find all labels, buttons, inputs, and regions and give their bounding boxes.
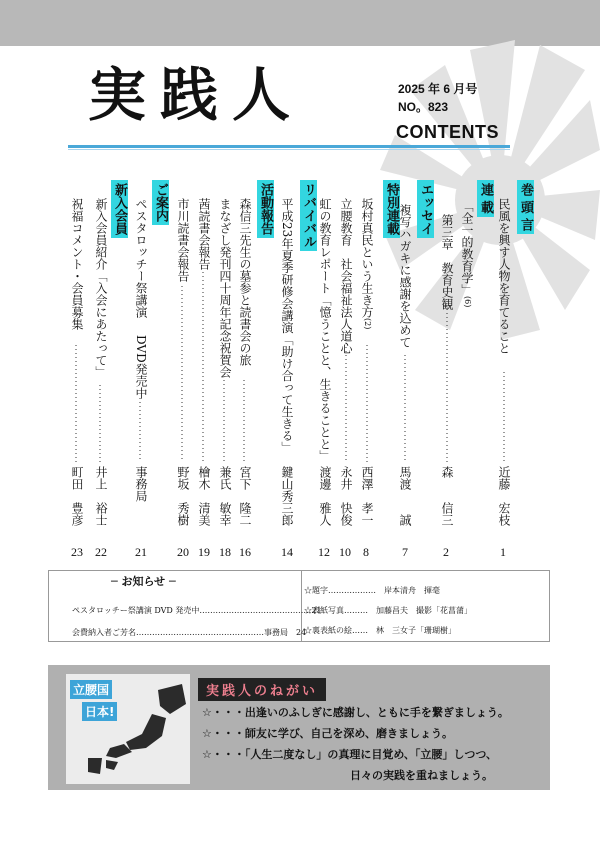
toc-page-number: 8: [363, 545, 369, 559]
credit-item: ☆表紙写真……… 加藤昌夫 撮影「花菖蒲」: [304, 606, 472, 615]
section-essay: エッセイ: [417, 180, 434, 238]
toc-entry-author: 野坂 秀樹: [176, 466, 190, 526]
toc-page-number: 20: [177, 545, 189, 559]
mission-title: 実践人のねがい: [198, 678, 326, 701]
toc-page-number: 7: [402, 545, 408, 559]
toc-entry-author: 渡邊 雅人: [318, 466, 332, 526]
toc-entry-title: まなざし発刊四十周年記念祝賀会: [218, 198, 232, 378]
toc-entry-author: 檜木 清美: [197, 466, 211, 526]
credit-item: ☆裏表紙の絵…… 林 三女子「珊瑚樹」: [304, 626, 456, 635]
issue-date: 2025 年 6 月号: [398, 82, 478, 96]
section-revival: リバイバル: [300, 180, 317, 251]
toc-entry-title: 祝福コメント・会員募集: [70, 198, 84, 330]
issue-number: NO。823: [398, 100, 449, 114]
toc-entry-author: 西澤 孝一: [360, 466, 374, 526]
toc-entry-title: 坂村真民という生き方(2): [360, 198, 374, 330]
toc-page-number: 23: [71, 545, 83, 559]
section-rensai: 連 載: [477, 180, 494, 217]
mission-line: 日々の実践を重ねましょう。: [350, 769, 493, 782]
notice-item: ペスタロッチー祭講演 DVD 発売中……………………………………21: [72, 606, 322, 615]
credit-item: ☆題字……………… 岸本清舟 揮毫: [304, 586, 440, 595]
mission-line: ☆・・・出逢いのふしぎに感謝し、ともに手を繋ぎましょう。: [202, 706, 509, 719]
section-tokubetsu: 特別連載: [383, 180, 400, 238]
toc-entry-author: 永井 快俊: [339, 466, 353, 526]
toc-page-number: 18: [219, 545, 231, 559]
toc-entry-title: 立腰教育 社会福祉法人道心: [339, 198, 353, 354]
toc-entry-author: 近藤 宏枝: [497, 466, 511, 526]
toc-entry-title: 新入会員紹介「入会にあたって」: [94, 198, 108, 378]
section-shinnyu: 新入会員: [111, 180, 128, 238]
toc-entry-author: 宮下 隆二: [238, 466, 252, 526]
toc-entry-title: 市川読書会報告: [176, 198, 190, 282]
toc-page-number: 16: [239, 545, 251, 559]
mission-line: ☆・・・師友に学び、自己を深め、磨きましょう。: [202, 727, 453, 740]
toc-entry-title: ペスタロッチー祭講演: [134, 198, 148, 318]
toc-entry-title: 複写ハガキに感謝を込めて: [398, 204, 412, 348]
toc-page-number: 22: [95, 545, 107, 559]
notice-item: 会費納入者ご芳名…………………………………………事務局 24: [72, 628, 307, 637]
toc-entry-author: 事務局: [134, 466, 148, 502]
map-label: 立腰国: [70, 680, 112, 699]
toc-page-number: 19: [198, 545, 210, 559]
toc-page-number: 2: [443, 545, 449, 559]
toc-page-number: 12: [318, 545, 330, 559]
toc-entry-author: 町田 豊彦: [70, 466, 84, 526]
toc-page-number: 21: [135, 545, 147, 559]
contents-heading: CONTENTS: [396, 122, 499, 142]
toc-entry-author: 兼氏 敏幸: [218, 466, 232, 526]
toc-entry-title: 平成23年夏季研修会講演「助け合って生きる」: [280, 198, 294, 454]
map-label: 日本!: [82, 702, 117, 721]
toc-entry-title: 第三章 教育史観: [440, 214, 454, 310]
toc-entry-title: DVD発売中: [134, 335, 148, 399]
section-katsudou: 活動報告: [257, 180, 274, 238]
toc-entry-title: 茜読書会報告: [197, 198, 211, 270]
toc-entry-title: 虹の教育レポート「憶うことと、生きることと」: [318, 198, 332, 462]
toc-entry-author: 鍵山秀三郎: [280, 466, 294, 526]
toc-entry-author: 森 信三: [440, 466, 454, 526]
japan-map: [66, 674, 190, 784]
toc-entry-author: 馬渡 誠: [398, 466, 412, 526]
toc-page-number: 14: [281, 545, 293, 559]
notice-title: ─ お知らせ ─: [107, 573, 180, 589]
toc-entry-title: 森信三先生の墓参と読書会の旅: [238, 198, 252, 366]
section-annai: ご案内: [152, 180, 169, 225]
toc-page-number: 1: [500, 545, 506, 559]
mission-line: ☆・・・「人生二度なし」の真理に目覚め、「立腰」しつつ、: [202, 748, 497, 761]
toc-entry-author: 井上 裕士: [94, 466, 108, 526]
magazine-logo: 実践人: [88, 61, 305, 129]
toc-entry-title: 「全一的教育学」(6): [460, 200, 474, 308]
section-kantougen: 巻 頭 言: [517, 180, 534, 234]
toc-entry-title: 民風を興す人物を育てること: [497, 198, 511, 354]
toc-page-number: 10: [339, 545, 351, 559]
